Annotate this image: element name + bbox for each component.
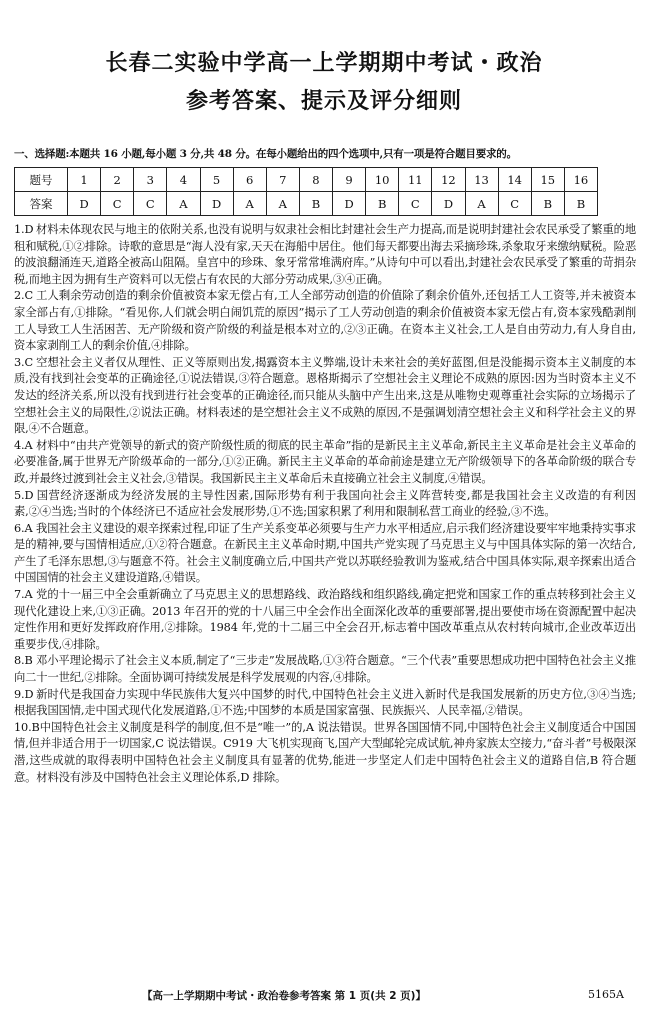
question-number-cell: 12 (432, 168, 465, 192)
answer-explanation-item (14, 288, 636, 354)
question-number-row (15, 168, 598, 192)
question-number-cell: 4 (167, 168, 200, 192)
question-number-cell: 16 (564, 168, 597, 192)
answer-explanation-item (14, 587, 636, 653)
item-text: 中国特色社会主义制度是科学的制度,但不是“唯一”的,A 说法错误。世界各国国情不同,中国特色社会主义制度适合中国国情,但并非适合用于一切国家,C 说法错误。C919 大飞机实现商飞,国产大型邮轮完成试航,神舟家族太空接力,“奋斗者”号极限深潜,这些成就的取得表明中国特色社会主义制度具有显著的优势,能进一步坚定人们走中国特色社会主义的道路自信,B 符合题意。材料没有涉及中国特色社会主义理论体系,D 排除。 (14, 720, 636, 784)
item-text: 工人剩余劳动创造的剩余价值被资本家无偿占有,工人全部劳动创造的价值除了剩余价值外,还包括工人工资等,并未被资本家全部占有,①排除。“看见你,人们就会明白闹饥荒的原因”揭示了工人劳动创造的剩余价值被资本家无偿占有,资本家残酷剥削工人导致工人生活困苦、无产阶级和资产阶级的利益是根本对立的,②③正确。在资本主义社会,工人是自由劳动力,有人身自由,资本家剥削工人的剩余价值,④排除。 (14, 289, 636, 353)
footer-text: 【高一上学期期中考试・政治卷参考答案 第 1 页(共 2 页)】 (142, 990, 426, 1002)
item-number: 2.C (14, 289, 33, 303)
question-number-cell: 14 (498, 168, 531, 192)
question-number-cell: 10 (366, 168, 399, 192)
answer-explanation-item (14, 653, 636, 686)
question-number-cell: 3 (134, 168, 167, 192)
question-number-cell: 6 (233, 168, 266, 192)
item-text: 邓小平理论揭示了社会主义本质,制定了“三步走”发展战略,①③符合题意。“三个代表”重要思想成功把中国特色社会主义推向二十一世纪,②排除。全面协调可持续发展是科学发展观的内容,④排除。 (14, 654, 636, 685)
answer-explanation-item (14, 222, 636, 288)
page-title: 长春二实验中学高一上学期期中考试・政治 (105, 51, 543, 76)
answer-table (14, 167, 598, 216)
item-text: 材料中“由共产党领导的新式的资产阶级性质的彻底的民主革命”指的是新民主主义革命,新民主主义革命是社会主义革命的必要准备,属于世界无产阶级革命的一部分,①②正确。新民主主义革命的革命前途是建立无产阶级领导下的各革命阶级的联合专政,并最终过渡到社会主义社会,③错误。我国新民主主义革命后未直接确立社会主义制度,④错误。 (14, 438, 636, 485)
question-number-cell: 11 (399, 168, 432, 192)
answer-cell: C (101, 192, 134, 216)
item-number: 3.C (14, 355, 33, 369)
answer-cell: D (333, 192, 366, 216)
answer-cell: D (68, 192, 101, 216)
answer-cell: A (233, 192, 266, 216)
answer-cell: A (266, 192, 299, 216)
item-text: 空想社会主义者仅从理性、正义等原则出发,揭露资本主义弊端,设计未来社会的美好蓝图,但是没能揭示资本主义制度的本质,没有找到社会变革的正确途径,①说法错误,③符合题意。恩格斯揭示了空想社会主义理论不成熟的原因:因为当时资本主义不发达的经济关系,所以没有找到进行社会变革的正确途径,而只能从头脑中产生出来,这是从唯物史观尊重社会实际的立场揭示了空想社会主义的局限性,②说法正确。材料表述的是空想社会主义不成熟的原因,不是强调划清空想社会主义和科学社会主义的界限,④不合题意。 (14, 355, 636, 436)
answer-explanation-item (14, 687, 636, 720)
answer-row (15, 192, 598, 216)
answer-cell: B (564, 192, 597, 216)
item-number: 4.A (14, 438, 33, 452)
row-label-number: 题号 (15, 168, 68, 192)
answer-explanation-item (14, 720, 636, 786)
page-subtitle: 参考答案、提示及评分细则 (185, 89, 462, 114)
item-number: 6.A (14, 521, 33, 535)
item-number: 8.B (14, 654, 33, 668)
item-text: 材料未体现农民与地主的依附关系,也没有说明与奴隶社会相比封建社会生产力提高,而是说明封建社会农民承受了繁重的地租和赋税,①②排除。诗歌的意思是“海人没有家,天天在海船中居住。他们每天都要出海去采摘珍珠,杀象取牙来缴纳赋税。险恶的波浪翻涌连天,道路全被高山阻隔。皇宫中的珍珠、象牙常常堆满府库。”从诗句中可以看出,封建社会农民承受了繁重的苛捐杂税,而地主因为拥有生产资料可以无偿占有农民的大部分劳动成果,③④正确。 (14, 223, 636, 286)
answer-cell: D (200, 192, 233, 216)
answer-cell: A (167, 192, 200, 216)
question-number-cell: 2 (101, 168, 134, 192)
question-number-cell: 9 (333, 168, 366, 192)
question-number-cell: 1 (68, 168, 101, 192)
section-heading: 一、选择题:本题共 16 小题,每小题 3 分,共 48 分。在每小题给出的四个选项中,只有一项是符合题目要求的。 (14, 148, 517, 160)
row-label-answer: 答案 (15, 192, 68, 216)
item-number: 1.D (14, 223, 34, 236)
answer-cell: C (134, 192, 167, 216)
item-number: 9.D (14, 687, 34, 701)
answer-explanations (14, 222, 636, 786)
item-text: 新时代是我国奋力实现中华民族伟大复兴中国梦的时代,中国特色社会主义进入新时代是我国发展新的历史方位,③④当选;根据我国国情,走中国式现代化发展道路,①不选;中国梦的本质是国家富强、民族振兴、人民幸福,②错误。 (14, 687, 636, 718)
question-number-cell: 8 (299, 168, 332, 192)
answer-cell: B (366, 192, 399, 216)
answer-cell: D (432, 192, 465, 216)
question-number-cell: 7 (266, 168, 299, 192)
answer-cell: A (465, 192, 498, 216)
answer-cell: B (299, 192, 332, 216)
item-text: 国营经济逐渐成为经济发展的主导性因素,国际形势有利于我国向社会主义阵营转变,都是我国社会主义改造的有利因素,②④当选;当时的个体经济已不适应社会发展形势,①不选;国家积累了利用和限制私营工商业的经验,③不选。 (14, 488, 636, 519)
item-number: 5.D (14, 488, 34, 502)
answer-explanation-item (14, 438, 636, 488)
question-number-cell: 5 (200, 168, 233, 192)
item-text: 我国社会主义建设的艰辛探索过程,印证了生产关系变革必须要与生产力水平相适应,启示我们经济建设要牢牢地秉持实事求是的精神,要与国情相适应,①②符合题意。在新民主主义革命时期,中国共产党实现了马克思主义与中国具体实际的第一次结合,产生了毛泽东思想,③与题意不符。社会主义制度确立后,中国共产党以苏联经验教训为鉴戒,结合中国具体实际,艰辛探索出适合中国国情的社会主义建设道路,④错误。 (14, 521, 636, 585)
answer-explanation-item (14, 521, 636, 587)
answer-explanation-item (14, 355, 636, 438)
question-number-cell: 13 (465, 168, 498, 192)
answer-cell: B (531, 192, 564, 216)
item-text: 党的十一届三中全会重新确立了马克思主义的思想路线、政治路线和组织路线,确定把党和国家工作的重点转移到社会主义现代化建设上来,①③正确。2013 年召开的党的十八届三中全会作出全面深化改革的重要部署,提出要使市场在资源配置中起决定性作用和更好发挥政府作用,②排除。1984 年,党的十二届三中全会召开,标志着中国改革重点从农村转向城市,企业改革迈出重要步伐,④排除。 (14, 588, 636, 651)
item-number: 7.A (14, 588, 33, 602)
item-number: 10.B (14, 720, 40, 734)
answer-cell: C (399, 192, 432, 216)
answer-cell: C (498, 192, 531, 216)
answer-explanation-item (14, 488, 636, 521)
question-number-cell: 15 (531, 168, 564, 192)
paper-code: 5165A (588, 988, 624, 1001)
